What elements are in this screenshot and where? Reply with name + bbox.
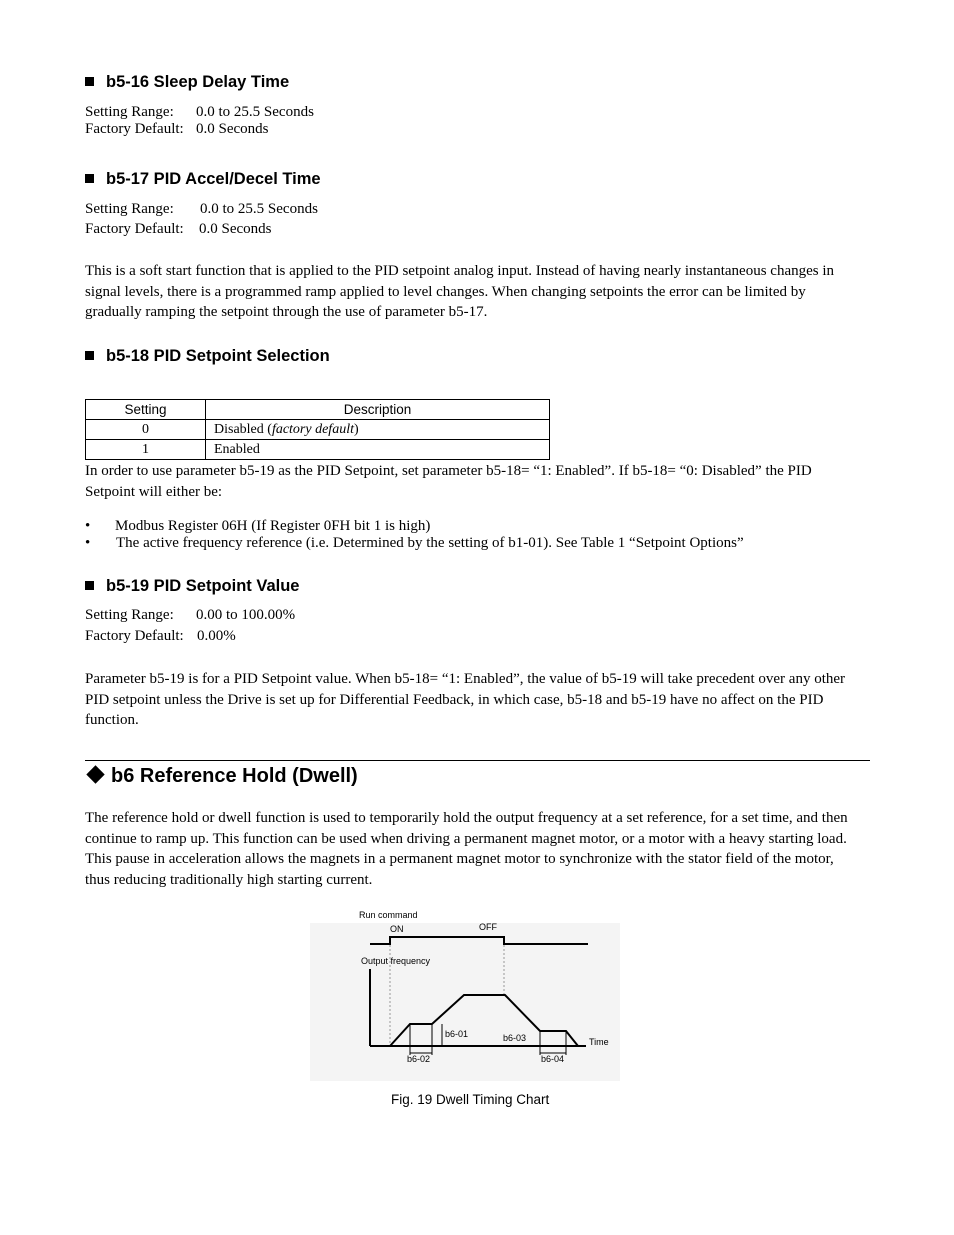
- square-bullet-icon: [85, 174, 94, 183]
- factory-default-value: 0.00%: [197, 628, 236, 644]
- factory-default-label: Factory Default:: [85, 121, 184, 137]
- setting-range-value: 0.00 to 100.00%: [196, 607, 296, 623]
- paragraph-line: Setpoint will either be:: [85, 483, 223, 500]
- settings-table: [85, 399, 550, 460]
- heading-text: b6 Reference Hold (Dwell): [111, 765, 358, 787]
- figure-caption: Fig. 19 Dwell Timing Chart: [391, 1092, 550, 1107]
- square-bullet-icon: [85, 77, 94, 86]
- paragraph-line: signal levels, there is a programmed ramp applied to level changes. When changing setpoints the error can be limited by: [85, 283, 806, 300]
- off-label: OFF: [479, 922, 497, 932]
- table-row: [86, 440, 550, 460]
- desc-text: ): [353, 421, 359, 437]
- section-heading-b5-17: [85, 170, 321, 189]
- section-heading-b5-18: [85, 347, 330, 366]
- setting-range-label: Setting Range:: [85, 104, 174, 120]
- factory-default-value: 0.0 Seconds: [196, 121, 269, 137]
- section-heading-b6: [85, 765, 358, 788]
- desc-italic-text: factory default: [271, 421, 354, 437]
- table-cell-setting: 0: [86, 420, 206, 440]
- table-header-setting: Setting: [86, 400, 206, 420]
- b6-01-label: b6-01: [445, 1029, 469, 1039]
- table-row: [86, 420, 550, 440]
- figure-background: [310, 923, 620, 1081]
- section-heading-b5-16: [85, 73, 289, 92]
- table-cell-description: [206, 420, 550, 440]
- factory-default-value: 0.0 Seconds: [199, 221, 272, 237]
- paragraph-line: PID setpoint unless the Drive is set up for Differential Feedback, in which case, b5-18 and b5-19 have no affect on the PID: [85, 691, 824, 708]
- b6-03-label: b6-03: [503, 1033, 527, 1043]
- section-divider: [85, 760, 870, 761]
- paragraph-b5-17: [85, 261, 885, 323]
- list-item: The active frequency reference (i.e. Determined by the setting of b1-01). See Table 1 “Setpoint Options”: [116, 535, 744, 551]
- desc-text: Disabled (: [214, 421, 272, 437]
- paragraph-line: Parameter b5-19 is for a PID Setpoint value. When b5-18= “1: Enabled”, the value of b5-19 will take precedent over any other: [85, 671, 846, 687]
- factory-default-label: Factory Default:: [85, 221, 184, 237]
- paragraph-line: thus reducing traditionally high starting current.: [85, 871, 373, 888]
- paragraph-b5-19: [85, 669, 885, 731]
- paragraph-line: function.: [85, 712, 139, 728]
- list-item: Modbus Register 06H (If Register 0FH bit 1 is high): [115, 518, 431, 534]
- paragraph-line: In order to use parameter b5-19 as the PID Setpoint, set parameter b5-18= “1: Enabled”. If b5-18= “0: Disabled” the PID: [85, 463, 812, 479]
- bullet-char: •: [85, 535, 91, 551]
- table-header-row: [86, 400, 550, 420]
- paragraph-line: This is a soft start function that is applied to the PID setpoint analog input. Instead of having nearly instantaneous changes in: [85, 263, 835, 279]
- b6-02-label: b6-02: [407, 1054, 431, 1064]
- heading-text: b5-18 PID Setpoint Selection: [106, 347, 330, 365]
- table-header-description: Description: [206, 400, 550, 420]
- setting-range-label: Setting Range:: [85, 201, 174, 217]
- factory-default-label: Factory Default:: [85, 628, 184, 644]
- square-bullet-icon: [85, 581, 94, 590]
- heading-text: b5-16 Sleep Delay Time: [106, 73, 290, 91]
- heading-text: b5-19 PID Setpoint Value: [106, 577, 300, 595]
- section-heading-b5-19: [85, 577, 299, 596]
- paragraph-line: gradually ramping the setpoint through the use of parameter b5-17.: [85, 304, 488, 320]
- desc-text: Enabled: [214, 441, 260, 457]
- dwell-timing-chart: [310, 905, 622, 1083]
- paragraph-b5-18: [85, 461, 885, 502]
- time-label: Time: [589, 1037, 609, 1047]
- b6-04-label: b6-04: [541, 1054, 565, 1064]
- table-cell-setting: 1: [86, 440, 206, 460]
- setting-range-value: 0.0 to 25.5 Seconds: [196, 104, 314, 120]
- bullet-char: •: [85, 518, 91, 534]
- table-cell-description: [206, 440, 550, 460]
- paragraph-line: continue to ramp up. This function can be used when driving a permanent magnet motor, or a motor with a heavy starting load.: [85, 830, 847, 847]
- run-command-label: Run command: [359, 910, 418, 920]
- output-frequency-label: Output frequency: [361, 956, 431, 966]
- square-bullet-icon: [85, 351, 94, 360]
- paragraph-b6: [85, 808, 885, 890]
- paragraph-line: The reference hold or dwell function is used to temporarily hold the output frequency at a set reference, for a set time, and then: [85, 810, 848, 826]
- setting-range-value: 0.0 to 25.5 Seconds: [200, 201, 318, 217]
- setting-range-label: Setting Range:: [85, 607, 174, 623]
- diamond-bullet-icon: [86, 765, 104, 783]
- on-label: ON: [390, 924, 404, 934]
- paragraph-line: This pause in acceleration allows the magnets in a permanent magnet motor to synchronize with the stator field of the motor,: [85, 851, 834, 867]
- heading-text: b5-17 PID Accel/Decel Time: [106, 170, 321, 188]
